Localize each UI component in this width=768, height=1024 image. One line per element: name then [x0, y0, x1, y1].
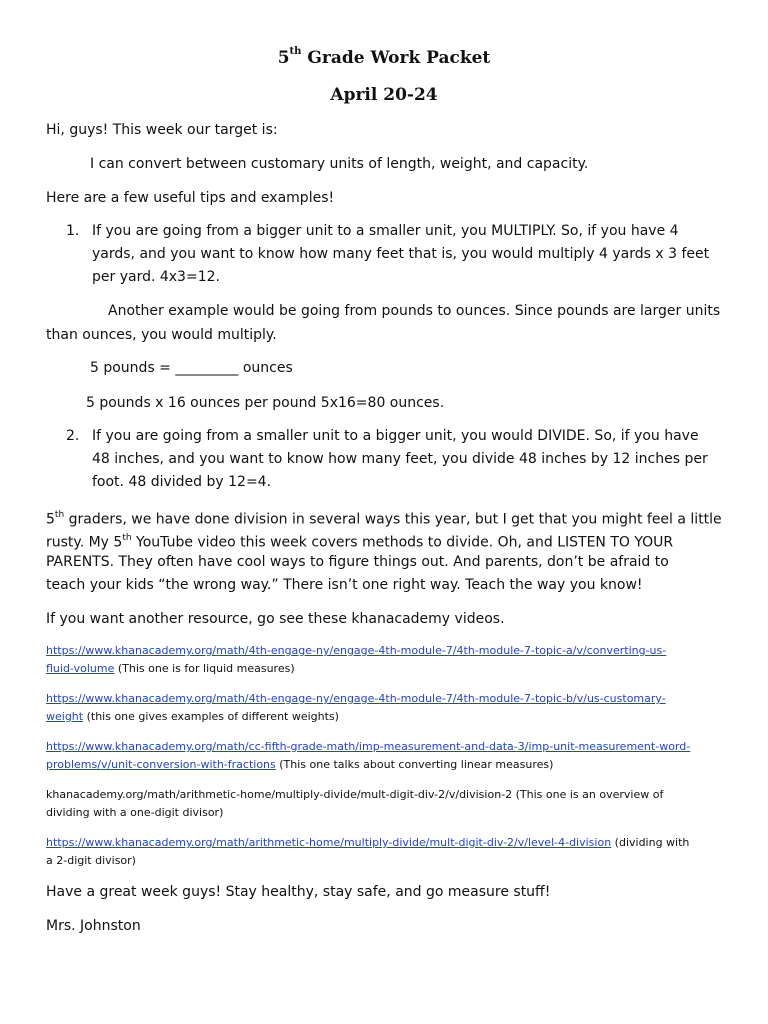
tip-number: 2. — [66, 428, 80, 444]
example-solution: 5 pounds x 16 ounces per pound 5x16=80 ounces. — [86, 395, 445, 411]
graders-text: PARENTS. They often have cool ways to figure things out. And parents, don’t be afraid to — [46, 554, 669, 570]
resource-item — [46, 755, 553, 774]
page-title: 5th Grade Work Packet — [277, 46, 491, 68]
resource-note: (dividing with — [611, 836, 690, 849]
resource-link[interactable]: weight — [46, 710, 84, 723]
resource-item — [46, 707, 339, 726]
tip-number: 1. — [66, 223, 80, 239]
resource-item — [46, 659, 295, 678]
resource-note: (This one is an overview of — [512, 788, 664, 801]
resource-note: (this one gives examples of different weights) — [83, 710, 339, 723]
resource-link[interactable]: https://www.khanacademy.org/math/arithmetic-home/multiply-divide/mult-digit-div-2/v/level-4-division — [46, 836, 612, 849]
resource-link[interactable]: https://www.khanacademy.org/math/4th-engage-ny/engage-4th-module-7/4th-module-7-topic-b/v/us-customary- — [46, 692, 666, 705]
resource-link[interactable]: fluid-volume — [46, 662, 115, 675]
graders-text: rusty. My 5th YouTube video this week covers methods to divide. Oh, and LISTEN TO YOUR — [46, 533, 674, 551]
resource-item — [46, 833, 689, 852]
greeting: Hi, guys! This week our target is: — [46, 122, 278, 138]
example-text: than ounces, you would multiply. — [46, 327, 277, 343]
signature: Mrs. Johnston — [46, 918, 141, 934]
tip-line: foot. 48 divided by 12=4. — [92, 474, 272, 490]
resource-link[interactable]: https://www.khanacademy.org/math/4th-engage-ny/engage-4th-module-7/4th-module-7-topic-a/v/converting-us- — [46, 644, 667, 657]
closing-message: Have a great week guys! Stay healthy, stay safe, and go measure stuff! — [46, 884, 551, 900]
resource-item — [46, 785, 663, 804]
tips-intro: Here are a few useful tips and examples! — [46, 190, 335, 206]
example-text: Another example would be going from pounds to ounces. Since pounds are larger units — [108, 303, 721, 319]
resource-note: (This one is for liquid measures) — [114, 662, 295, 675]
graders-text: teach your kids “the wrong way.” There isn’t one right way. Teach the way you know! — [46, 577, 643, 593]
resource-url-text: khanacademy.org/math/arithmetic-home/multiply-divide/mult-digit-div-2/v/division-2 — [46, 788, 513, 801]
resource-note: dividing with a one-digit divisor) — [46, 806, 224, 819]
resource-note: a 2-digit divisor) — [46, 854, 136, 867]
tip-line: per yard. 4x3=12. — [92, 269, 220, 285]
resource-intro: If you want another resource, go see these khanacademy videos. — [46, 611, 505, 627]
resource-link[interactable]: https://www.khanacademy.org/math/cc-fifth-grade-math/imp-measurement-and-data-3/imp-unit-measurement-word- — [46, 740, 691, 753]
graders-text: 5th graders, we have done division in several ways this year, but I get that you might feel a little — [46, 510, 722, 528]
resource-note: (This one talks about converting linear measures) — [275, 758, 554, 771]
resource-link[interactable]: problems/v/unit-conversion-with-fractions — [46, 758, 276, 771]
tip-line: yards, and you want to know how many feet that is, you would multiply 4 yards x 3 feet — [92, 246, 710, 262]
date-heading: April 20-24 — [330, 85, 438, 105]
learning-target: I can convert between customary units of length, weight, and capacity. — [90, 156, 589, 172]
example-equation: 5 pounds = _________ ounces — [90, 360, 293, 376]
tip-line: If you are going from a bigger unit to a smaller unit, you MULTIPLY. So, if you have 4 — [92, 223, 679, 239]
tip-line: If you are going from a smaller unit to a bigger unit, you would DIVIDE. So, if you have — [92, 428, 699, 444]
tip-line: 48 inches, and you want to know how many feet, you divide 48 inches by 12 inches per — [92, 451, 708, 467]
